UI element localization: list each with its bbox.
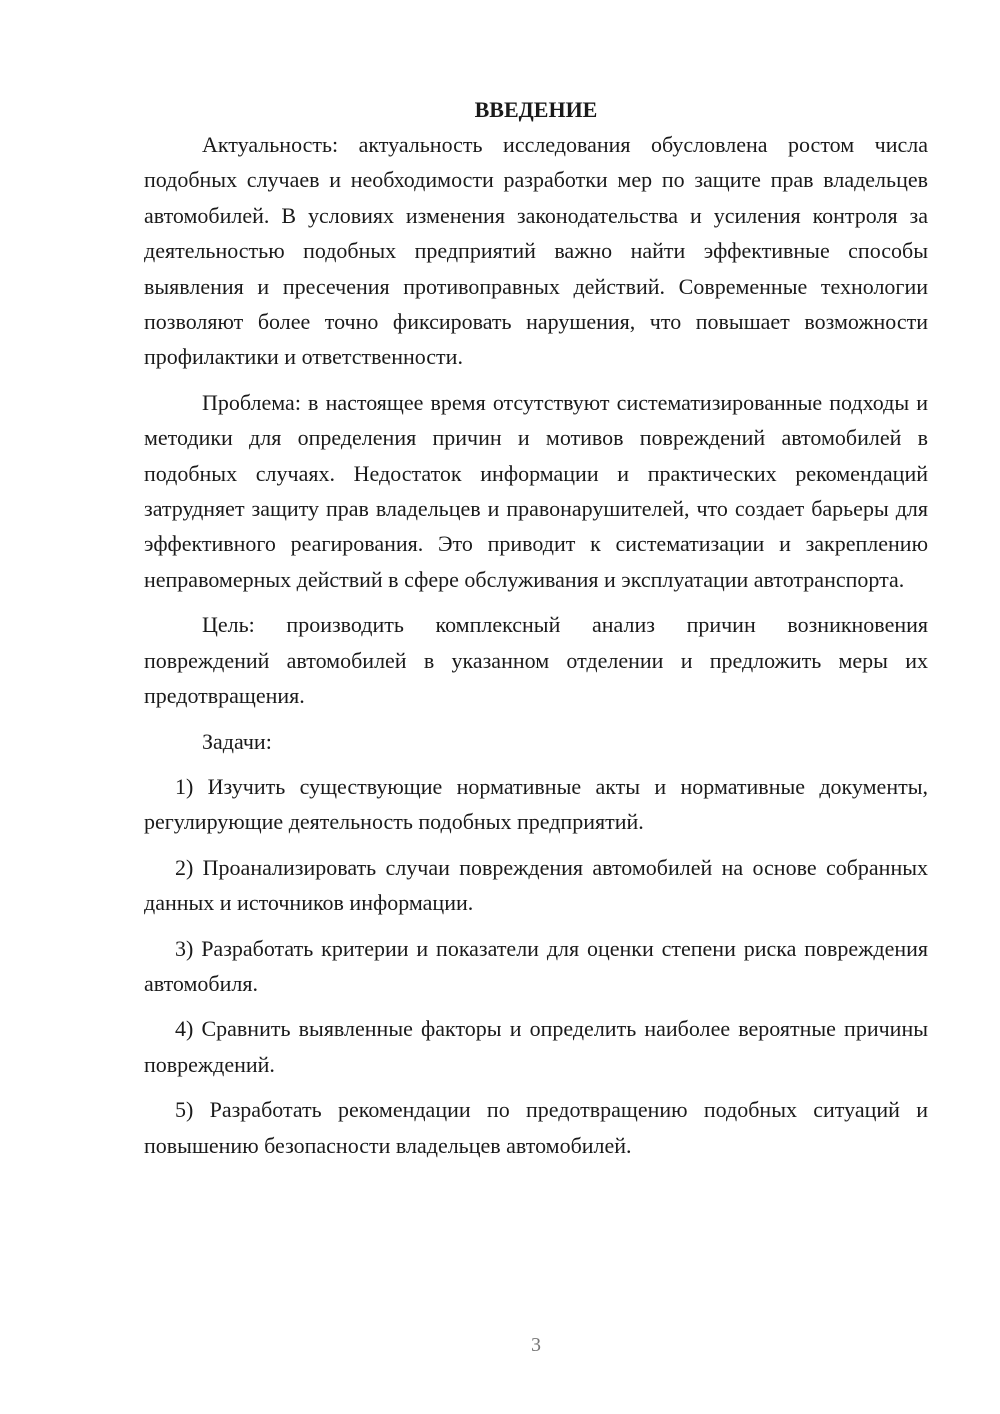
task-item-5: 5) Разработать рекомендации по предотвращению подобных ситуаций и повышению безопасности владельцев автомобилей. <box>144 1097 928 1158</box>
document-page <box>144 92 928 1173</box>
page-number: 3 <box>531 1334 541 1356</box>
paragraph-problem: Проблема: в настоящее время отсутствуют систематизированные подходы и методики для определения причин и мотивов повреждений автомобилей в подобных случаях. Недостаток информации и практических рекомендаций затрудняет защиту прав владельцев и правонарушителей, что создает барьеры для эффективного реагирования. Это приводит к систематизации и закреплению неправомерных действий в сфере обслуживания и эксплуатации автотранспорта. <box>144 389 928 592</box>
task-item-3: 3) Разработать критерии и показатели для оценки степени риска повреждения автомобиля. <box>144 935 928 996</box>
section-heading: ВВЕДЕНИЕ <box>474 97 598 122</box>
paragraph-goal: Цель: производить комплексный анализ причин возникновения повреждений автомобилей в указанном отделении и предложить меры их предотвращения. <box>144 612 928 709</box>
paragraph-relevance: Актуальность: актуальность исследования обусловлена ростом числа подобных случаев и необходимости разработки мер по защите прав владельцев автомобилей. В условиях изменения законодательства и усиления контроля за деятельностью подобных предприятий важно найти эффективные способы выявления и пресечения противоправных действий. Современные технологии позволяют более точно фиксировать нарушения, что повышает возможности профилактики и ответственности. <box>144 132 928 370</box>
task-item-1: 1) Изучить существующие нормативные акты и нормативные документы, регулирующие деятельность подобных предприятий. <box>144 773 928 835</box>
task-item-2: 2) Проанализировать случаи повреждения автомобилей на основе собранных данных и источников информации. <box>144 854 928 916</box>
paragraph-tasks-label: Задачи: <box>202 728 272 754</box>
task-item-4: 4) Сравнить выявленные факторы и определить наиболее вероятные причины повреждений. <box>144 1016 928 1077</box>
